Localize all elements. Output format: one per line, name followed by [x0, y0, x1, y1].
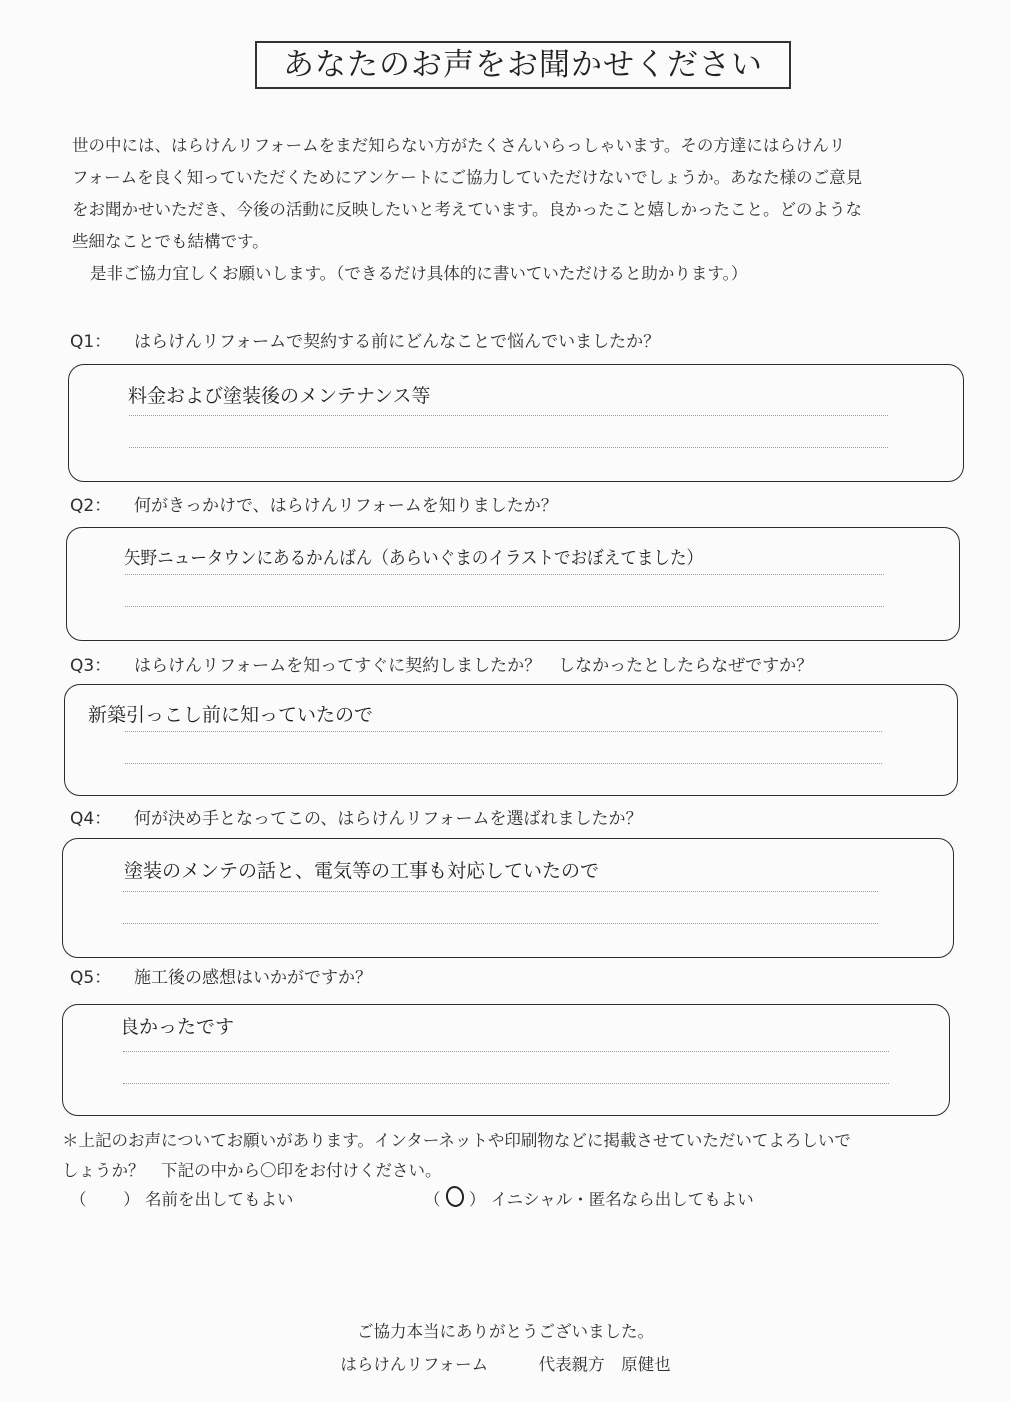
question-text: 何が決め手となってこの、はらけんリフォームを選ばれましたか？: [134, 809, 643, 829]
question-number: Q3：: [70, 656, 112, 676]
handwritten-answer-5: 良かったです: [120, 1016, 235, 1038]
question-number: Q5：: [70, 968, 112, 988]
writing-line: [123, 891, 878, 892]
question-5: [70, 963, 372, 988]
option-bracket: （ ）: [70, 1190, 140, 1209]
question-4: [70, 804, 642, 829]
writing-line: [129, 415, 888, 416]
page-title: あなたのお声をお聞かせください: [255, 41, 791, 89]
question-1: [70, 327, 660, 352]
intro-line: をお聞かせいただき、今後の活動に反映したいと考えています。良かったこと嬉しかったこと。どのような: [72, 200, 863, 219]
writing-line: [123, 1051, 889, 1052]
representative-name: 代表親方 原健也: [538, 1355, 671, 1374]
option-label: 名前を出してもよい: [144, 1190, 294, 1209]
question-text: 施工後の感想はいかがですか？: [134, 968, 372, 988]
circle-mark-icon: [444, 1185, 465, 1209]
option-bracket: （ ）: [424, 1190, 486, 1209]
question-text: はらけんリフォームで契約する前にどんなことで悩んでいましたか？: [134, 332, 661, 352]
writing-line: [125, 606, 884, 607]
company-name: はらけんリフォーム: [340, 1355, 489, 1374]
option-initial-ok[interactable]: [424, 1186, 754, 1210]
option-name-ok[interactable]: [70, 1186, 293, 1210]
option-label: イニシャル・匿名なら出してもよい: [490, 1190, 754, 1209]
writing-line: [123, 923, 878, 924]
writing-line: [129, 447, 888, 448]
question-number: Q1：: [70, 332, 112, 352]
intro-line: 世の中には、はらけんリフォームをまだ知らない方がたくさんいらっしゃいます。その方達にはらけんリ: [72, 136, 846, 155]
writing-line: [123, 1083, 889, 1084]
intro-text: [72, 130, 982, 290]
writing-line: [125, 574, 884, 575]
intro-line: 是非ご協力宜しくお願いします。（できるだけ具体的に書いていただけると助かります。）: [90, 264, 748, 283]
writing-line: [125, 763, 882, 764]
footer-signature: [0, 1351, 1011, 1375]
handwritten-answer-1: 料金および塗装後のメンテナンス等: [128, 385, 431, 407]
note-line: しょうか？ 下記の中から〇印をお付けください。: [62, 1161, 442, 1180]
writing-line: [125, 731, 882, 732]
handwritten-answer-4: 塗装のメンテの話と、電気等の工事も対応していたので: [124, 860, 600, 882]
question-text: 何がきっかけで、はらけんリフォームを知りましたか？: [134, 496, 558, 516]
handwritten-answer-2: 矢野ニュータウンにあるかんばん（あらいぐまのイラストでおぼえてました）: [124, 548, 704, 569]
intro-line: 些細なことでも結構です。: [72, 232, 269, 251]
intro-line: フォームを良く知っていただくためにアンケートにご協力していただけないでしょうか。あなた様のご意見: [72, 168, 863, 187]
handwritten-answer-3: 新築引っこし前に知っていたので: [88, 704, 374, 726]
question-3: [70, 651, 813, 676]
note-line: ＊上記のお声についてお願いがあります。インターネットや印刷物などに掲載させていただいてよろしいで: [62, 1131, 851, 1150]
footer-thanks: ご協力本当にありがとうございました。: [357, 1322, 654, 1341]
question-number: Q2：: [70, 496, 112, 516]
permission-note: [62, 1126, 982, 1186]
question-text: はらけんリフォームを知ってすぐに契約しましたか？ しなかったとしたらなぜですか？: [134, 656, 814, 676]
question-number: Q4：: [70, 809, 112, 829]
question-2: [70, 491, 558, 516]
